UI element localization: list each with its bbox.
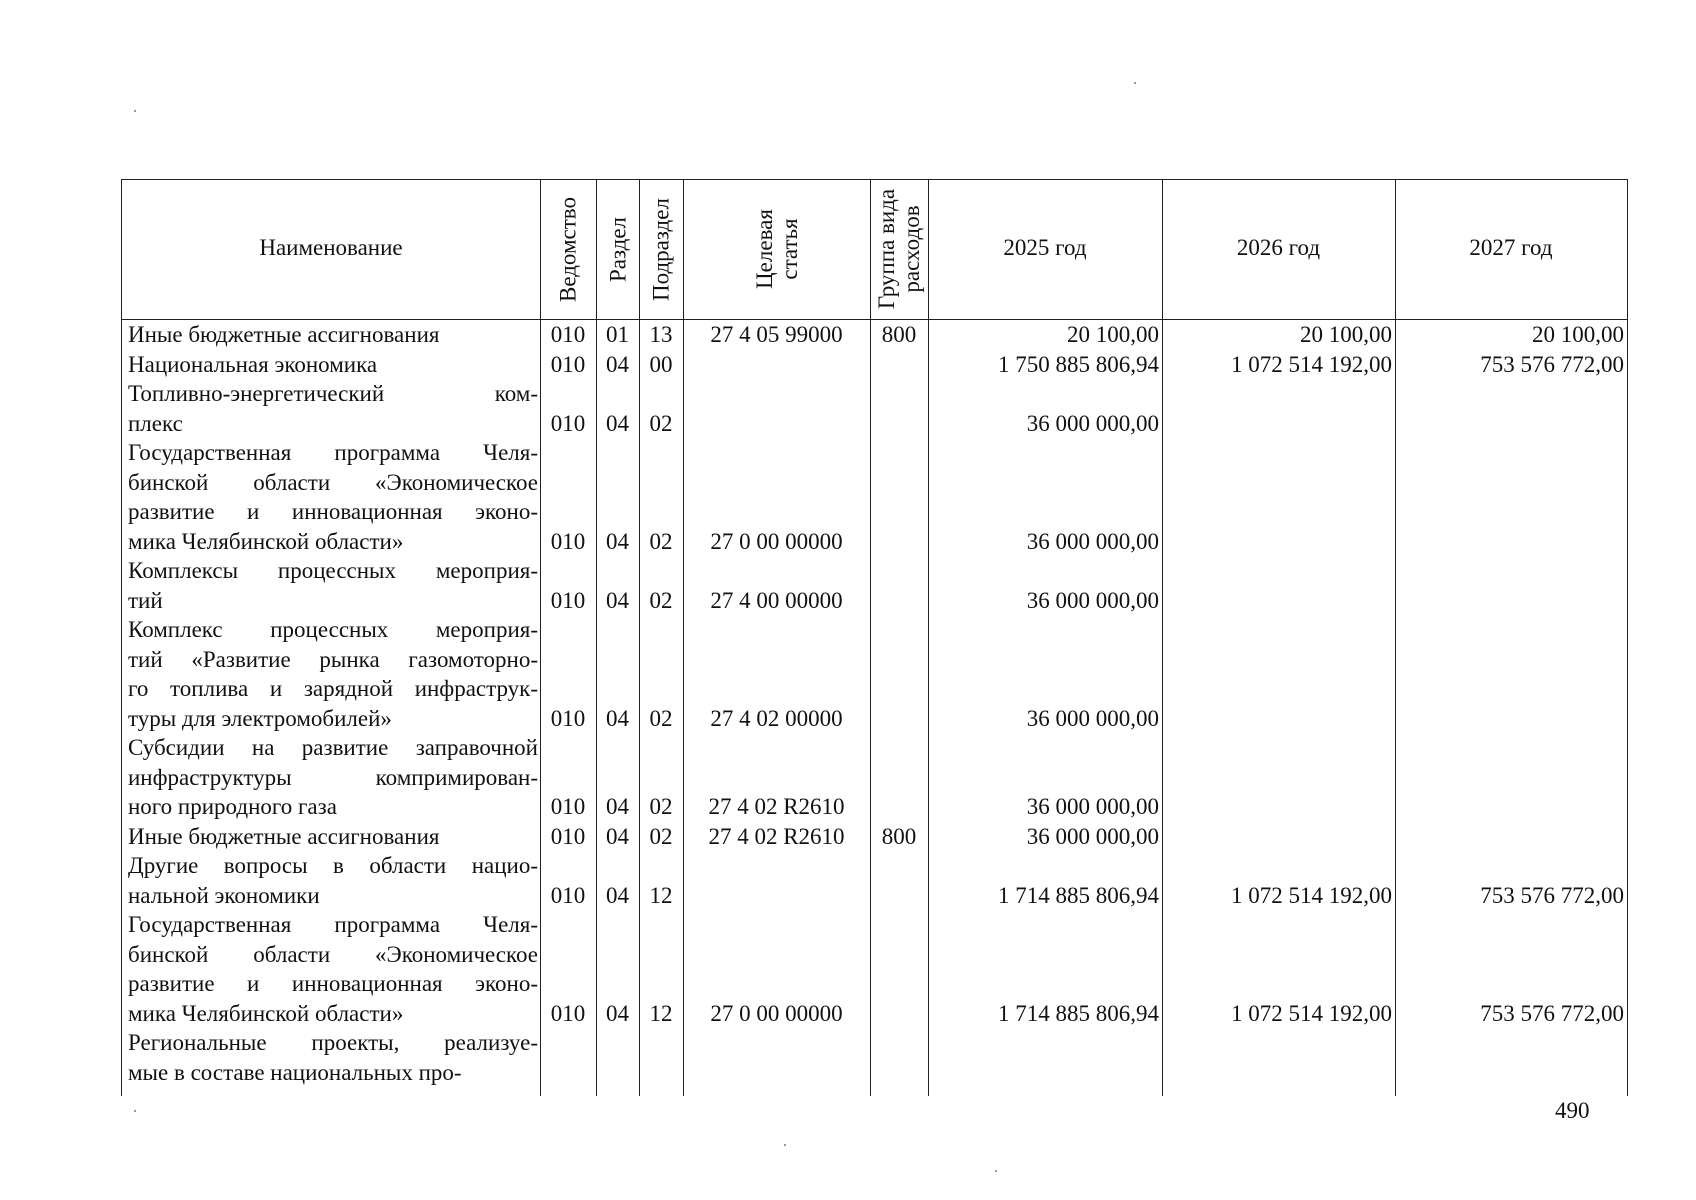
cell-razdel: 04 [606,1000,629,1026]
row-name-line: Топливно-энергетический ком- [128,381,538,406]
cell-razdel: 04 [606,823,629,849]
cell-target-article: 27 0 00 00000 [710,528,843,554]
cell-vedomstvo: 010 [550,351,586,377]
cell-2025: 1 750 885 806,94 [998,351,1159,377]
row-name-line: Иные бюджетные ассигнования [128,823,440,849]
row-name-line: го топлива и зарядной инфраструк- [128,676,538,701]
row-name-line: Государственная программа Челя- [128,912,538,937]
cell-razdel: 01 [606,322,629,347]
cell-podrazdel: 12 [649,882,673,908]
cell-vedomstvo: 010 [550,410,586,436]
row-name [128,1028,538,1087]
row-name-line: мика Челябинской области» [128,528,404,554]
table-row [122,615,1627,733]
row-name-line: мика Челябинской области» [128,1000,404,1026]
row-name-line: Региональные проекты, реализуе- [128,1030,538,1055]
row-name [128,320,538,350]
budget-table [121,179,1627,1096]
cell-target-article: 27 4 02 00000 [710,705,843,731]
header-razdel: Раздел [605,216,630,283]
scan-speck [134,1110,136,1112]
scan-speck [784,1144,786,1146]
cell-podrazdel: 02 [649,528,673,554]
cell-vedomstvo: 010 [550,587,586,613]
cell-2025: 36 000 000,00 [1026,528,1159,554]
row-name-line: Комплекс процессных мероприя- [128,617,538,642]
cell-podrazdel: 02 [649,823,673,849]
cell-razdel: 04 [606,794,629,819]
table-row [122,733,1627,822]
row-name-line: Субсидии на развитие заправочной [128,735,538,760]
cell-2025: 36 000 000,00 [1026,794,1159,819]
cell-2025: 20 100,00 [1067,322,1159,347]
header-2027: 2027 год [1469,235,1553,260]
cell-podrazdel: 02 [649,410,673,436]
row-name-line: Государственная программа Челя- [128,440,538,465]
row-name [128,379,538,438]
cell-2025: 36 000 000,00 [1026,705,1159,731]
scan-speck [134,110,136,112]
table-row [122,556,1627,615]
cell-vedomstvo: 010 [550,882,586,908]
table-row [122,350,1627,380]
row-name [128,822,538,852]
row-name-line: развитие и инновационная эконо- [128,971,538,996]
row-name-line: плекс [128,410,183,436]
row-name-line: Иные бюджетные ассигнования [128,322,440,347]
cell-razdel: 04 [606,351,629,377]
cell-2025: 1 714 885 806,94 [998,882,1159,908]
cell-razdel: 04 [606,705,629,731]
cell-vedomstvo: 010 [550,823,586,849]
cell-vedomstvo: 010 [550,322,586,347]
header-target-article-line1: Целевая [751,209,777,289]
header-expense-group-line1: Группа вида [874,188,899,310]
header-expense-group-line2: расходов [899,205,924,293]
cell-target-article: 27 4 00 00000 [710,587,843,613]
cell-target-article: 27 0 00 00000 [710,1000,843,1026]
cell-podrazdel: 00 [649,351,673,377]
cell-2025: 36 000 000,00 [1026,410,1159,436]
cell-target-article: 27 4 02 R2610 [708,794,845,819]
table-row [122,910,1627,1028]
row-name-line: тий «Развитие рынка газомоторно- [128,646,538,672]
cell-target-article: 27 4 02 R2610 [708,823,845,849]
header-vedomstvo: Ведомство [555,196,581,303]
header-target-article [752,179,802,319]
page-number: 490 [1555,1098,1590,1123]
row-name-line: бинской области «Экономическое [128,941,538,967]
row-name [128,438,538,556]
table-row [122,822,1627,852]
table-row [122,851,1627,910]
row-name [128,556,538,615]
row-name [128,733,538,822]
row-name-line: мые в составе национальных про- [128,1059,462,1085]
table-row [122,438,1627,556]
cell-2027: 753 576 772,00 [1480,882,1624,908]
cell-vedomstvo: 010 [550,1000,586,1026]
table-row [122,320,1627,350]
cell-2026: 1 072 514 192,00 [1231,882,1392,908]
header-expense-group [874,179,924,319]
header-target-article-line2: статья [776,218,802,280]
cell-2025: 1 714 885 806,94 [998,1000,1159,1026]
cell-expense-group: 800 [881,322,917,347]
row-name-line: инфраструктуры компримирован- [128,764,538,790]
column-divider [1627,179,1628,1096]
cell-2027: 20 100,00 [1532,322,1624,347]
row-name [128,615,538,733]
cell-vedomstvo: 010 [550,705,586,731]
scan-speck [1134,82,1136,84]
cell-podrazdel: 12 [649,1000,673,1026]
cell-expense-group: 800 [881,823,917,849]
header-name: Наименование [259,235,403,260]
row-name-line: развитие и инновационная эконо- [128,499,538,524]
row-name-line: Комплексы процессных мероприя- [128,558,538,583]
cell-razdel: 04 [606,587,629,613]
cell-vedomstvo: 010 [550,528,586,554]
cell-razdel: 04 [606,410,629,436]
row-name-line: ного природного газа [128,794,337,819]
cell-podrazdel: 13 [649,322,673,347]
row-name-line: Национальная экономика [128,351,378,377]
header-2026: 2026 год [1236,235,1321,260]
row-name-line: туры для электромобилей» [128,705,392,731]
cell-2026: 1 072 514 192,00 [1231,1000,1392,1026]
cell-2025: 36 000 000,00 [1026,587,1159,613]
cell-podrazdel: 02 [649,794,673,819]
cell-2026: 20 100,00 [1300,322,1392,347]
row-name [128,910,538,1028]
cell-2025: 36 000 000,00 [1026,823,1159,849]
row-name [128,851,538,910]
cell-vedomstvo: 010 [550,794,586,819]
table-row [122,379,1627,438]
cell-razdel: 04 [606,882,629,908]
scan-speck [995,1170,997,1172]
cell-podrazdel: 02 [649,705,673,731]
cell-razdel: 04 [606,528,629,554]
cell-podrazdel: 02 [649,587,673,613]
table-row [122,1028,1627,1087]
row-name-line: бинской области «Экономическое [128,469,538,495]
cell-2026: 1 072 514 192,00 [1231,351,1392,377]
row-name-line: нальной экономики [128,882,320,908]
cell-target-article: 27 4 05 99000 [710,322,843,347]
header-podrazdel: Подраздел [648,198,674,301]
cell-2027: 753 576 772,00 [1480,351,1624,377]
row-name-line: тий [128,587,163,613]
row-name [128,350,538,380]
row-name-line: Другие вопросы в области нацио- [128,853,538,878]
header-2025: 2025 год [1003,235,1087,260]
cell-2027: 753 576 772,00 [1480,1000,1624,1026]
